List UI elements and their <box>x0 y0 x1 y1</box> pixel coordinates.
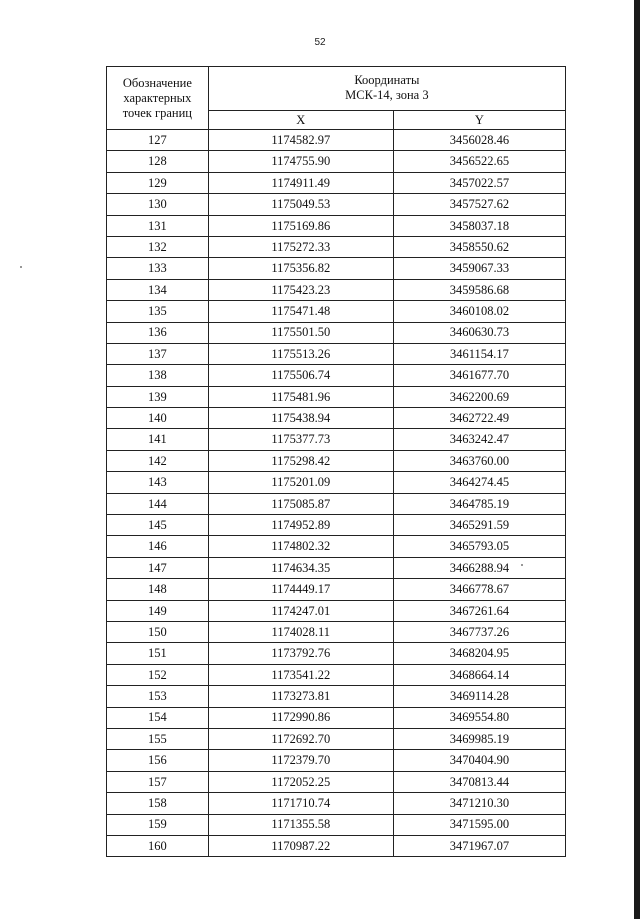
x-coordinate-cell: 1174911.49 <box>208 172 393 193</box>
scan-speck <box>20 266 22 268</box>
y-coordinate-cell: 3463242.47 <box>393 429 565 450</box>
x-coordinate-cell: 1175506.74 <box>208 365 393 386</box>
y-coordinate-cell: 3471967.07 <box>393 835 565 856</box>
point-number-cell: 146 <box>107 536 209 557</box>
x-coordinate-cell: 1174634.35 <box>208 557 393 578</box>
table-row <box>107 579 566 600</box>
point-number-cell: 134 <box>107 279 209 300</box>
point-number-cell: 150 <box>107 621 209 642</box>
y-coordinate-cell: 3469554.80 <box>393 707 565 728</box>
x-coordinate-cell: 1175423.23 <box>208 279 393 300</box>
y-coordinate-cell: 3469985.19 <box>393 728 565 749</box>
table-row <box>107 429 566 450</box>
x-coordinate-cell: 1175201.09 <box>208 472 393 493</box>
point-number-cell: 154 <box>107 707 209 728</box>
header-point-label-line1: Обозначение <box>122 75 192 90</box>
y-coordinate-cell: 3467737.26 <box>393 621 565 642</box>
x-coordinate-cell: 1172379.70 <box>208 750 393 771</box>
table-row <box>107 258 566 279</box>
table-row <box>107 557 566 578</box>
point-number-cell: 127 <box>107 130 209 151</box>
point-number-cell: 129 <box>107 172 209 193</box>
table-row <box>107 814 566 835</box>
coordinates-table <box>106 66 566 857</box>
x-coordinate-cell: 1171355.58 <box>208 814 393 835</box>
y-coordinate-cell: 3470813.44 <box>393 771 565 792</box>
table-row <box>107 707 566 728</box>
point-number-cell: 157 <box>107 771 209 792</box>
y-coordinate-cell: 3458037.18 <box>393 215 565 236</box>
x-coordinate-cell: 1171710.74 <box>208 793 393 814</box>
y-coordinate-cell: 3456028.46 <box>393 130 565 151</box>
x-coordinate-cell: 1175298.42 <box>208 450 393 471</box>
x-coordinate-cell: 1172052.25 <box>208 771 393 792</box>
scan-speck <box>521 564 523 566</box>
point-number-cell: 140 <box>107 408 209 429</box>
x-coordinate-cell: 1174582.97 <box>208 130 393 151</box>
x-coordinate-cell: 1174755.90 <box>208 151 393 172</box>
x-coordinate-cell: 1170987.22 <box>208 835 393 856</box>
table-row <box>107 343 566 364</box>
x-coordinate-cell: 1175481.96 <box>208 386 393 407</box>
y-coordinate-cell: 3468204.95 <box>393 643 565 664</box>
point-number-cell: 144 <box>107 493 209 514</box>
y-coordinate-cell: 3465291.59 <box>393 515 565 536</box>
table-row <box>107 664 566 685</box>
y-coordinate-cell: 3460630.73 <box>393 322 565 343</box>
x-coordinate-cell: 1173792.76 <box>208 643 393 664</box>
table-row <box>107 793 566 814</box>
y-coordinate-cell: 3467261.64 <box>393 600 565 621</box>
table-row <box>107 600 566 621</box>
x-coordinate-cell: 1173273.81 <box>208 686 393 707</box>
x-coordinate-cell: 1174028.11 <box>208 621 393 642</box>
table-row <box>107 172 566 193</box>
x-coordinate-cell: 1173541.22 <box>208 664 393 685</box>
table-row <box>107 215 566 236</box>
y-coordinate-cell: 3471595.00 <box>393 814 565 835</box>
table-row <box>107 643 566 664</box>
x-coordinate-cell: 1174952.89 <box>208 515 393 536</box>
table-row <box>107 771 566 792</box>
point-number-cell: 141 <box>107 429 209 450</box>
x-coordinate-cell: 1174449.17 <box>208 579 393 600</box>
x-coordinate-cell: 1175272.33 <box>208 236 393 257</box>
point-number-cell: 128 <box>107 151 209 172</box>
point-number-cell: 135 <box>107 301 209 322</box>
table-row <box>107 621 566 642</box>
y-coordinate-cell: 3470404.90 <box>393 750 565 771</box>
table-row <box>107 151 566 172</box>
x-coordinate-cell: 1175513.26 <box>208 343 393 364</box>
header-coordinates-line2: МСК-14, зона 3 <box>345 88 429 103</box>
y-coordinate-cell: 3462200.69 <box>393 386 565 407</box>
table-row <box>107 301 566 322</box>
y-coordinate-cell: 3464785.19 <box>393 493 565 514</box>
y-coordinate-cell: 3464274.45 <box>393 472 565 493</box>
x-coordinate-cell: 1174802.32 <box>208 536 393 557</box>
point-number-cell: 143 <box>107 472 209 493</box>
y-coordinate-cell: 3468664.14 <box>393 664 565 685</box>
point-number-cell: 153 <box>107 686 209 707</box>
table-row <box>107 450 566 471</box>
point-number-cell: 130 <box>107 194 209 215</box>
y-coordinate-cell: 3469114.28 <box>393 686 565 707</box>
table-row <box>107 750 566 771</box>
y-coordinate-cell: 3456522.65 <box>393 151 565 172</box>
x-coordinate-cell: 1175471.48 <box>208 301 393 322</box>
point-number-cell: 132 <box>107 236 209 257</box>
y-coordinate-cell: 3461154.17 <box>393 343 565 364</box>
table-body <box>107 130 566 857</box>
x-coordinate-cell: 1174247.01 <box>208 600 393 621</box>
point-number-cell: 156 <box>107 750 209 771</box>
point-number-cell: 142 <box>107 450 209 471</box>
header-point-label-line2: характерных <box>123 90 192 105</box>
page-number: 52 <box>314 37 326 48</box>
table-row <box>107 835 566 856</box>
y-coordinate-cell: 3457022.57 <box>393 172 565 193</box>
y-coordinate-cell: 3466288.94 <box>393 557 565 578</box>
y-coordinate-cell: 3459586.68 <box>393 279 565 300</box>
header-coordinates-line1: Координаты <box>354 72 420 87</box>
x-coordinate-cell: 1175501.50 <box>208 322 393 343</box>
x-coordinate-cell: 1175169.86 <box>208 215 393 236</box>
y-coordinate-cell: 3460108.02 <box>393 301 565 322</box>
header-point-label-line3: точек границ <box>122 105 192 120</box>
table-row <box>107 728 566 749</box>
point-number-cell: 149 <box>107 600 209 621</box>
header-y: Y <box>393 110 565 129</box>
x-coordinate-cell: 1175438.94 <box>208 408 393 429</box>
point-number-cell: 138 <box>107 365 209 386</box>
x-coordinate-cell: 1175356.82 <box>208 258 393 279</box>
table-row <box>107 130 566 151</box>
header-x: X <box>208 110 393 129</box>
y-coordinate-cell: 3466778.67 <box>393 579 565 600</box>
x-coordinate-cell: 1175049.53 <box>208 194 393 215</box>
table-row <box>107 279 566 300</box>
y-coordinate-cell: 3461677.70 <box>393 365 565 386</box>
point-number-cell: 137 <box>107 343 209 364</box>
point-number-cell: 136 <box>107 322 209 343</box>
table-row <box>107 408 566 429</box>
table-row <box>107 322 566 343</box>
point-number-cell: 151 <box>107 643 209 664</box>
point-number-cell: 152 <box>107 664 209 685</box>
point-number-cell: 133 <box>107 258 209 279</box>
point-number-cell: 139 <box>107 386 209 407</box>
point-number-cell: 158 <box>107 793 209 814</box>
y-coordinate-cell: 3465793.05 <box>393 536 565 557</box>
header-coordinates <box>208 67 565 111</box>
table-row <box>107 194 566 215</box>
x-coordinate-cell: 1175085.87 <box>208 493 393 514</box>
table-row <box>107 365 566 386</box>
table-row <box>107 686 566 707</box>
point-number-cell: 131 <box>107 215 209 236</box>
table-row <box>107 472 566 493</box>
point-number-cell: 160 <box>107 835 209 856</box>
header-point-label <box>107 67 209 130</box>
table-row <box>107 386 566 407</box>
table-row <box>107 536 566 557</box>
point-number-cell: 148 <box>107 579 209 600</box>
y-coordinate-cell: 3458550.62 <box>393 236 565 257</box>
point-number-cell: 145 <box>107 515 209 536</box>
point-number-cell: 155 <box>107 728 209 749</box>
x-coordinate-cell: 1172990.86 <box>208 707 393 728</box>
table-row <box>107 493 566 514</box>
y-coordinate-cell: 3463760.00 <box>393 450 565 471</box>
y-coordinate-cell: 3462722.49 <box>393 408 565 429</box>
x-coordinate-cell: 1175377.73 <box>208 429 393 450</box>
point-number-cell: 159 <box>107 814 209 835</box>
table-row <box>107 515 566 536</box>
y-coordinate-cell: 3457527.62 <box>393 194 565 215</box>
table-row <box>107 236 566 257</box>
point-number-cell: 147 <box>107 557 209 578</box>
y-coordinate-cell: 3471210.30 <box>393 793 565 814</box>
x-coordinate-cell: 1172692.70 <box>208 728 393 749</box>
y-coordinate-cell: 3459067.33 <box>393 258 565 279</box>
scan-edge-border <box>634 0 640 919</box>
